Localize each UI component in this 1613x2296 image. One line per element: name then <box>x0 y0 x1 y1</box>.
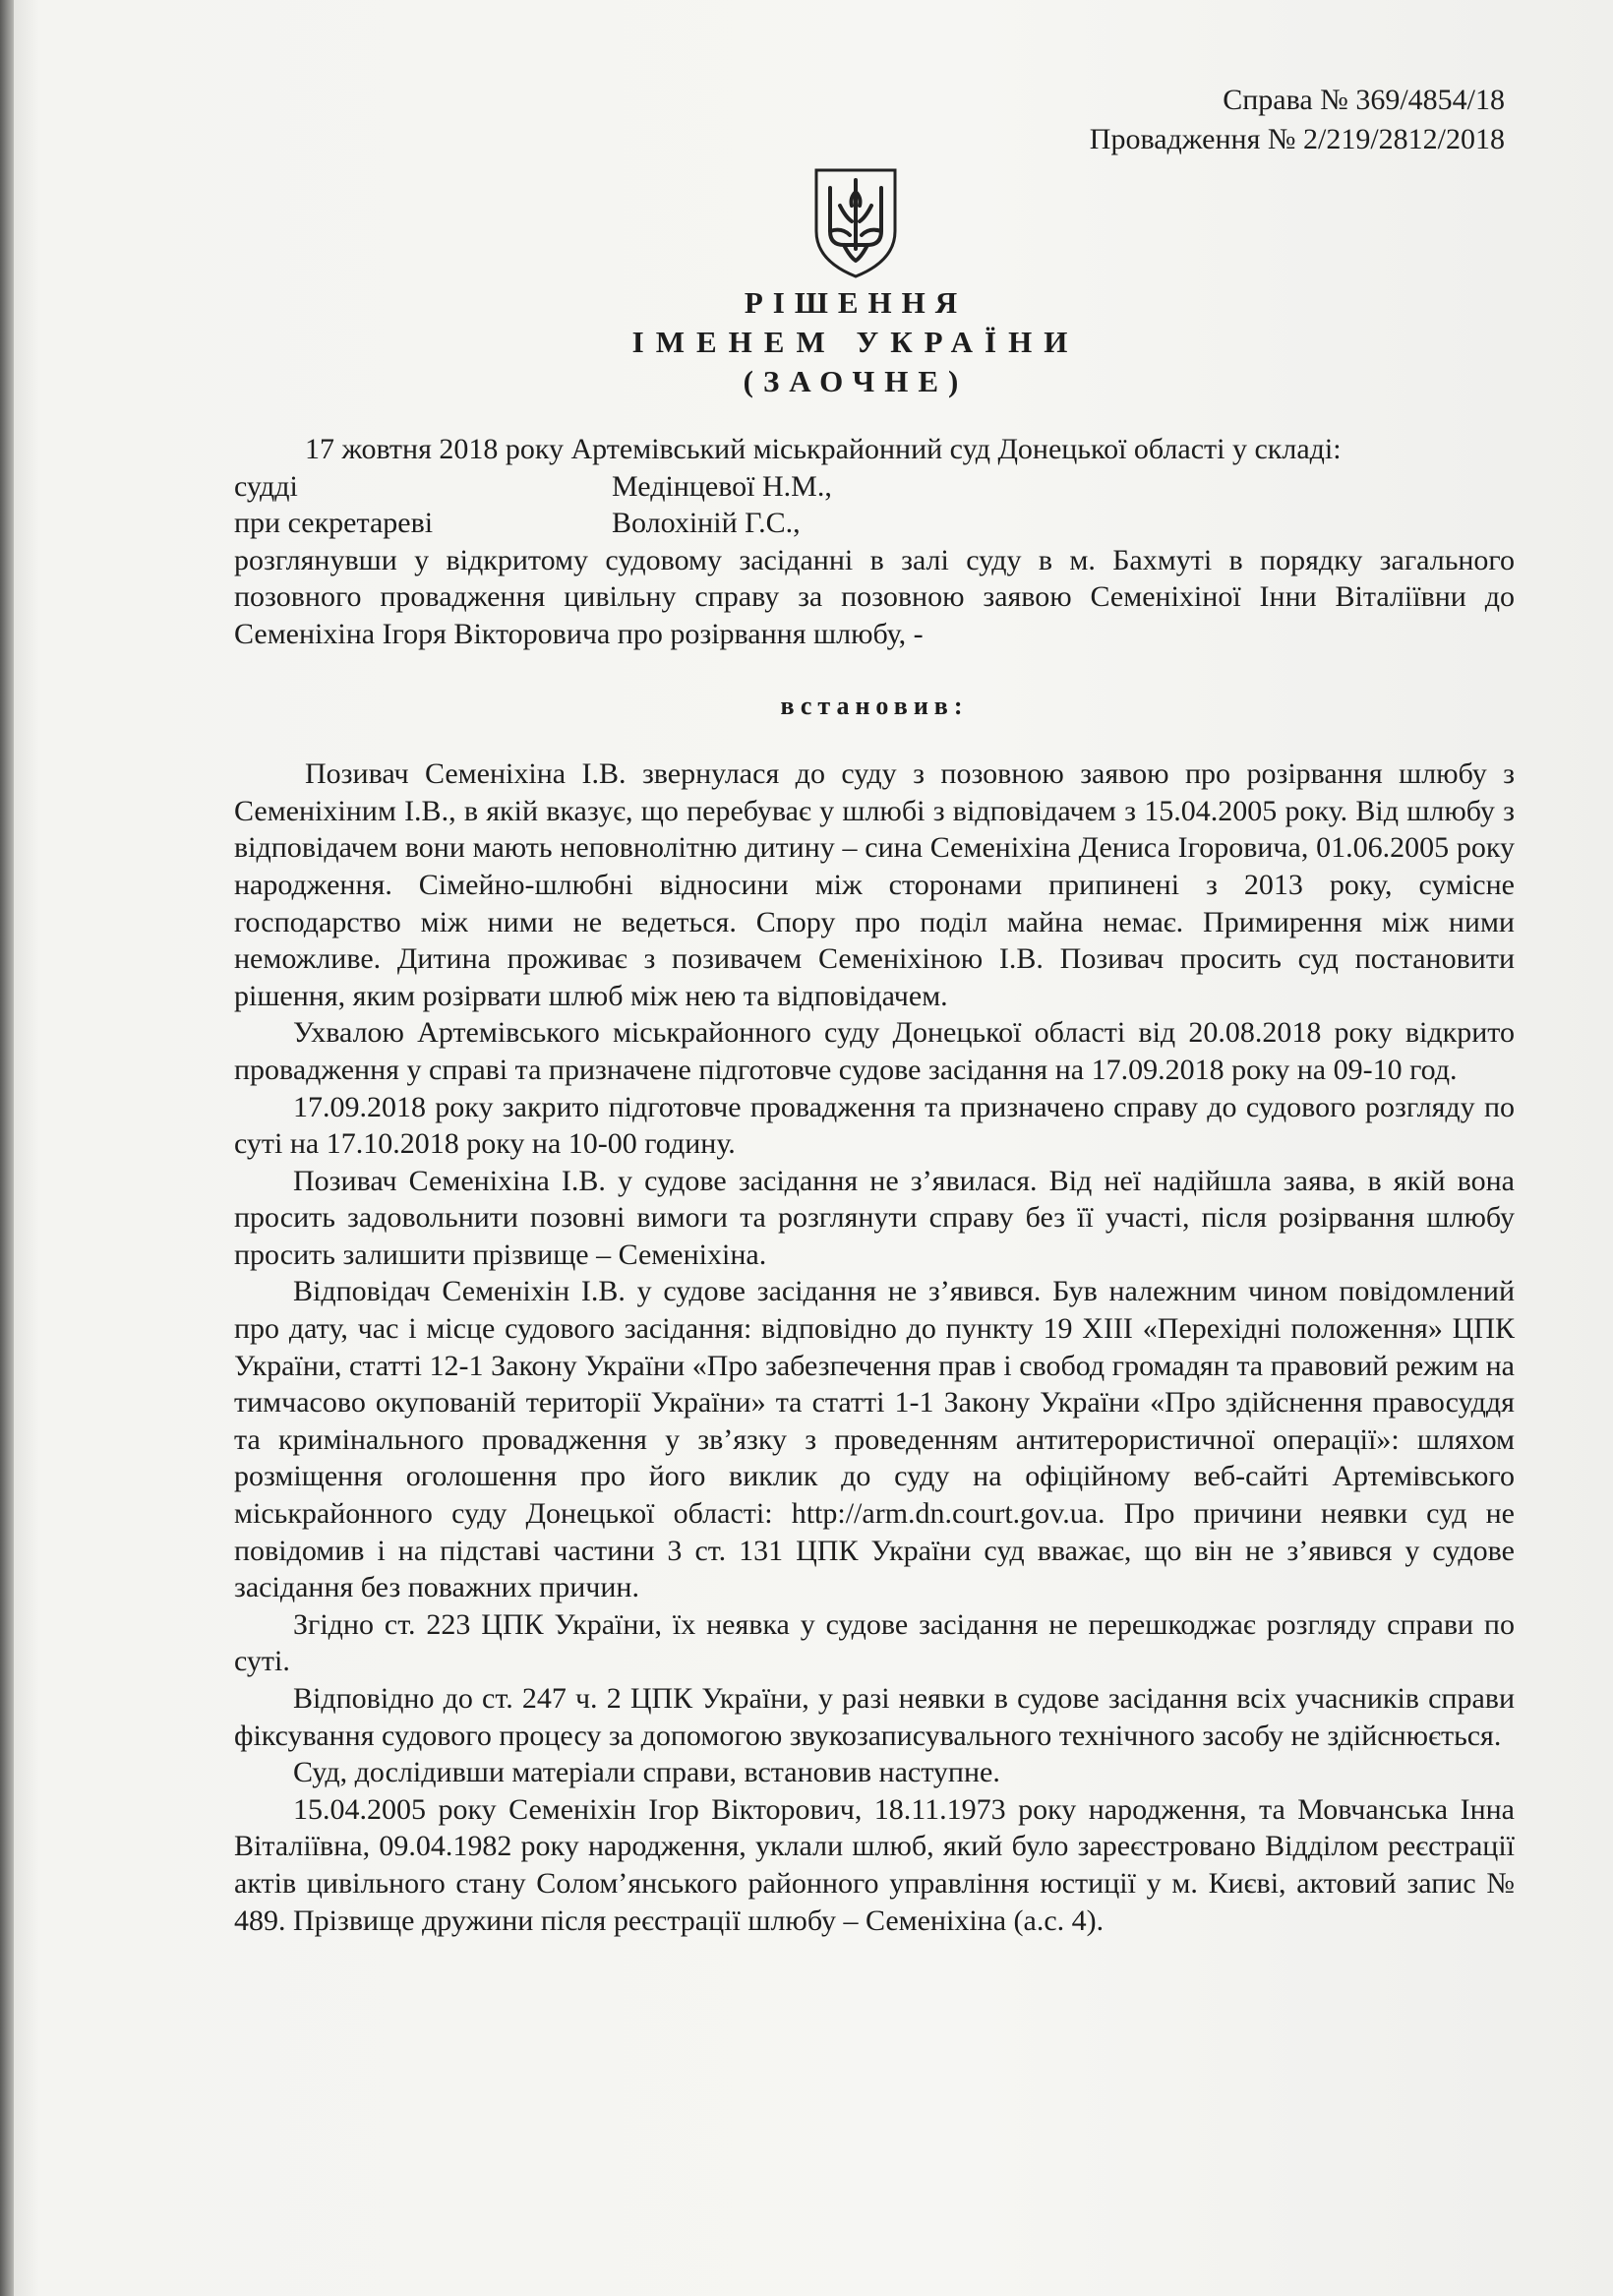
title-line-decision: РІШЕННЯ <box>744 285 968 320</box>
judge-label: судді <box>234 469 298 503</box>
secretary-name: Волохіній Г.С., <box>612 507 801 540</box>
document-title <box>0 283 1613 401</box>
document-body <box>234 431 1515 1939</box>
trident-icon <box>806 162 905 280</box>
title-line-in-absentia: (ЗАОЧНЕ) <box>743 364 969 398</box>
secretary-label: при секретареві <box>234 507 434 540</box>
paragraph: Відповідач Семеніхін І.В. у судове засідання не з’явився. Був належним чином повідомлений про дату, час і місце судового засідання: відповідно до пункту 19 XIII «Перехідні положення» ЦПК України, статті 12-1 Закону України «Про забезпечення прав і свобод громадян та правовий режим на тимчасово окупованій території України» та статті 1-1 Закону України «Про здійснення правосуддя та кримінального провадження у зв’язку з проведенням антитерористичної операції»: шляхом розміщення оголошення про його виклик до суду на офіційному веб-сайті Артемівського міськрайонного суду Донецької області: http://arm.dn.court.gov.ua. Про причини неявки суд не повідомив і на підставі частини 3 ст. 131 ЦПК України суд вважає, що він не з’явився у судове засідання без поважних причин. <box>234 1275 1515 1604</box>
paragraph: Ухвалою Артемівського міськрайонного суду Донецької області від 20.08.2018 року відкрито провадження у справі та призначене підготовче судове засідання на 17.09.2018 року на 09-10 год. <box>234 1016 1515 1086</box>
judge-row <box>234 468 1515 506</box>
paragraph: Позивач Семеніхіна І.В. звернулася до суду з позовною заявою про розірвання шлюбу з Семеніхіним І.В., в якій вказує, що перебуває у шлюбі з відповідачем з 15.04.2005 року. Від шлюбу з відповідачем вони мають неповнолітню дитину – сина Семеніхіна Дениса Ігоровича, 01.06.2005 року народження. Сімейно-шлюбні відносини між сторонами припинені з 2013 року, сумісне господарство між ними не ведеться. Спору про поділ майна немає. Примирення між ними неможливе. Дитина проживає з позивачем Семеніхіною І.В. Позивач просить суд постановити рішення, яким розірвати шлюб між нею та відповідачем. <box>234 757 1515 1012</box>
case-reference <box>1090 81 1505 159</box>
paragraph: Відповідно до ст. 247 ч. 2 ЦПК України, у разі неявки в судове засідання всіх учасників справи фіксування судового процесу за допомогою звукозаписувального технічного засобу не здійснюється. <box>234 1682 1515 1752</box>
proceeding-number: Провадження № 2/219/2812/2018 <box>1089 123 1505 155</box>
intro-opening: 17 жовтня 2018 року Артемівський міськрайонний суд Донецької області у складі: <box>305 433 1342 465</box>
paragraph: Згідно ст. 223 ЦПК України, їх неявка у судове засідання не перешкоджає розгляду справи по суті. <box>234 1607 1515 1678</box>
paragraph: 17.09.2018 року закрито підготовче провадження та призначено справу до судового розгляду по суті на 17.10.2018 року на 10-00 годину. <box>234 1090 1515 1161</box>
intro-summary: розглянувши у відкритому судовому засіданні в залі суду в м. Бахмуті в порядку загального позовного провадження цивільну справу за позовною заявою Семеніхіної Інни Віталіївни до Семеніхіна Ігоря Вікторовича про розірвання шлюбу, - <box>234 543 1515 650</box>
judge-name: Медінцевої Н.М., <box>612 469 832 503</box>
secretary-row <box>234 505 1515 542</box>
case-number: Справа № 369/4854/18 <box>1223 84 1505 116</box>
paragraph: Позивач Семеніхіна І.В. у судове засідання не з’явилася. Від неї надійшла заява, в якій вона просить задовольнити позовні вимоги та розглянути справу без її участі, після розірвання шлюбу просить залишити прізвище – Семеніхіна. <box>234 1164 1515 1271</box>
paragraph: 15.04.2005 року Семеніхін Ігор Вікторович, 18.11.1973 року народження, та Мовчанська Інна Віталіївна, 09.04.1982 року народження, уклали шлюб, який було зареєстровано Відділом реєстрації актів цивільного стану Солом’янського районного управління юстиції у м. Києві, актовий запис № 489. Прізвище дружини після реєстрації шлюбу – Семеніхіна (а.с. 4). <box>234 1792 1515 1937</box>
title-line-in-name-of-ukraine: ІМЕНЕМ УКРАЇНИ <box>631 325 1080 359</box>
section-heading: встановив: <box>780 691 969 720</box>
paragraph: Суд, дослідивши матеріали справи, встановив наступне. <box>293 1756 1000 1789</box>
